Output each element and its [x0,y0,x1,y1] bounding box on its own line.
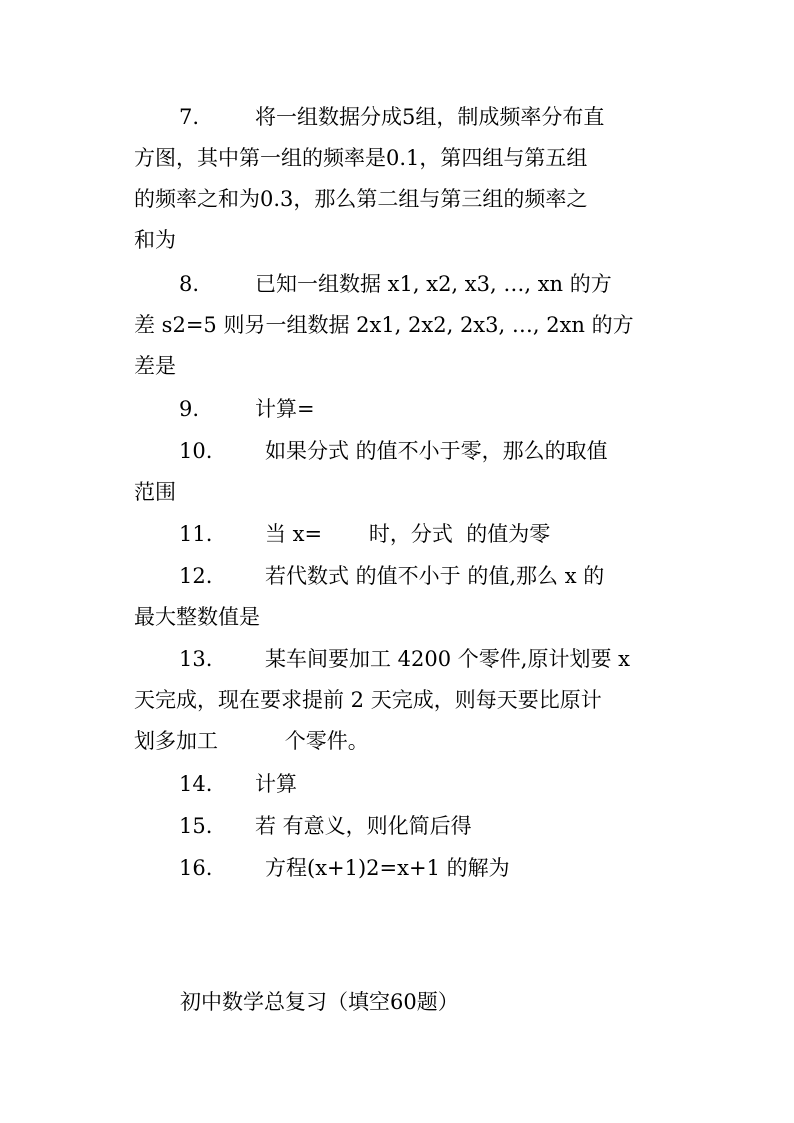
question-number: 10. [179,439,213,463]
question-text: 已知一组数据 x1, x2, x3, …, xn 的方 [255,272,612,296]
question-text: 如果分式 的值不小于零，那么的取值 [265,439,608,463]
question-text: 和为 [134,228,176,252]
question-13 [134,639,660,762]
question-line [134,389,660,430]
question-number: 11. [179,522,213,546]
question-16 [134,848,660,889]
question-7 [134,97,660,261]
question-text: 计算 [255,772,297,796]
question-line [134,806,660,847]
question-text: 计算= [255,397,315,421]
question-14 [134,764,660,805]
question-15 [134,806,660,847]
question-text: 差是 [134,354,176,378]
question-12 [134,556,660,638]
question-text: 方图，其中第一组的频率是0.1，第四组与第五组 [134,146,588,170]
question-11 [134,514,660,555]
question-text: 当 x= 时，分式 的值为零 [265,522,551,546]
question-line [134,848,660,889]
document-title: 初中数学总复习（填空60题） [180,990,459,1014]
question-line [134,97,660,138]
question-text: 最大整数值是 [134,605,260,629]
question-line [134,764,660,805]
question-8 [134,264,660,387]
question-number: 12. [179,564,213,588]
question-text: 若代数式 的值不小于 的值,那么 x 的 [265,564,605,588]
question-line [134,431,660,472]
question-text: 的频率之和为0.3，那么第二组与第三组的频率之 [134,187,588,211]
question-9 [134,389,660,430]
question-10 [134,431,660,513]
question-number: 15. [179,814,213,838]
question-number: 14. [179,772,213,796]
question-line [134,639,660,680]
question-text: 差 s2=5 则另一组数据 2x1, 2x2, 2x3, …, 2xn 的方 [134,313,634,337]
question-number: 13. [179,647,213,671]
question-text: 天完成，现在要求提前 2 天完成，则每天要比原计 [134,688,602,712]
question-number: 16. [179,856,213,880]
question-number: 8. [179,272,200,296]
question-number: 7. [179,105,200,129]
question-text: 将一组数据分成5组，制成频率分布直 [255,105,605,129]
question-line [134,556,660,597]
question-line [134,264,660,305]
question-text: 方程(x+1)2=x+1 的解为 [265,856,510,880]
question-number: 9. [179,397,200,421]
question-text: 范围 [134,480,176,504]
question-text: 若 有意义，则化简后得 [255,814,472,838]
question-text: 某车间要加工 4200 个零件,原计划要 x [265,647,630,671]
question-line [134,514,660,555]
question-text: 划多加工 个零件。 [134,729,369,753]
